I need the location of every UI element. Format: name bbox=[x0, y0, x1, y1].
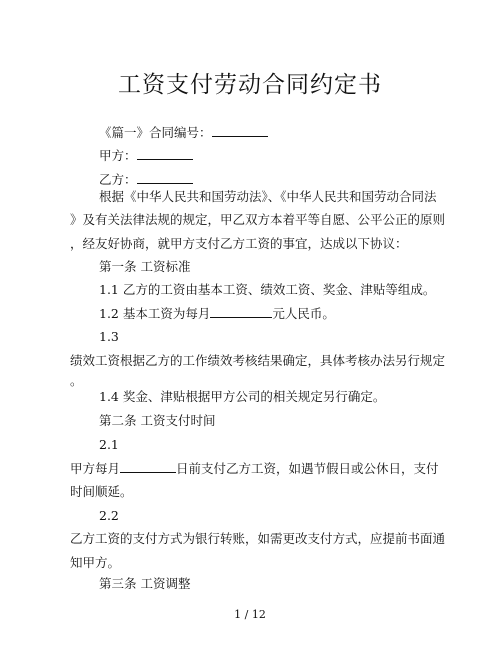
document-title: 工资支付劳动合同约定书 bbox=[118, 72, 382, 98]
clause-2-1-suffix: 日前支付乙方工资，如遇节假日或公休日，支付 bbox=[176, 461, 439, 476]
party-b-blank bbox=[137, 171, 193, 184]
article-2-heading: 第二条 工资支付时间 bbox=[99, 413, 216, 428]
clause-2-1-number: 2.1 bbox=[99, 437, 119, 452]
party-a-label: 甲方： bbox=[99, 148, 137, 163]
page-indicator: 1 / 12 bbox=[234, 608, 266, 621]
clause-2-2-number: 2.2 bbox=[99, 508, 119, 523]
clause-1-3-number: 1.3 bbox=[99, 329, 119, 344]
party-a-line bbox=[99, 147, 193, 164]
article-3-heading: 第三条 工资调整 bbox=[99, 576, 191, 591]
clause-1-3-text: 绩效工资根据乙方的工作绩效考核结果确定，具体考核办法另行规定 bbox=[70, 353, 446, 368]
clause-2-1-continuation: 时间顺延。 bbox=[70, 484, 133, 499]
contract-number-line bbox=[99, 124, 268, 141]
contract-number-label: 《篇一》合同编号： bbox=[99, 125, 212, 140]
intro-paragraph-line-3: ，经友好协商，就甲方支付乙方工资的事宜，达成以下协议： bbox=[70, 236, 408, 251]
clause-1-4: 1.4 奖金、津贴根据甲方公司的相关规定另行确定。 bbox=[99, 389, 386, 404]
clause-1-2 bbox=[99, 305, 335, 322]
intro-paragraph-line-1: 根据《中华人民共和国劳动法》、《中华人民共和国劳动合同法 bbox=[99, 189, 437, 204]
clause-1-1: 1.1 乙方的工资由基本工资、绩效工资、奖金、津贴等组成。 bbox=[99, 282, 436, 297]
intro-paragraph-line-2: 》及有关法律法规的规定，甲乙双方本着平等自愿、公平公正的原则 bbox=[70, 212, 446, 227]
base-salary-blank bbox=[210, 305, 272, 318]
clause-1-3-end: 。 bbox=[70, 373, 83, 388]
clause-2-2-continuation: 知甲方。 bbox=[70, 555, 121, 570]
contract-number-blank bbox=[212, 124, 268, 137]
clause-2-2-text: 乙方工资的支付方式为银行转账，如需更改支付方式，应提前书面通 bbox=[70, 531, 446, 546]
clause-1-2-prefix: 1.2 基本工资为每月 bbox=[99, 306, 211, 321]
pay-day-blank bbox=[120, 460, 176, 473]
party-b-label: 乙方： bbox=[99, 172, 137, 187]
clause-2-1-text bbox=[70, 460, 439, 477]
party-b-line bbox=[99, 171, 193, 188]
article-1-heading: 第一条 工资标准 bbox=[99, 259, 191, 274]
clause-1-2-suffix: 元人民币。 bbox=[272, 306, 335, 321]
clause-2-1-prefix: 甲方每月 bbox=[70, 461, 121, 476]
party-a-blank bbox=[137, 147, 193, 160]
